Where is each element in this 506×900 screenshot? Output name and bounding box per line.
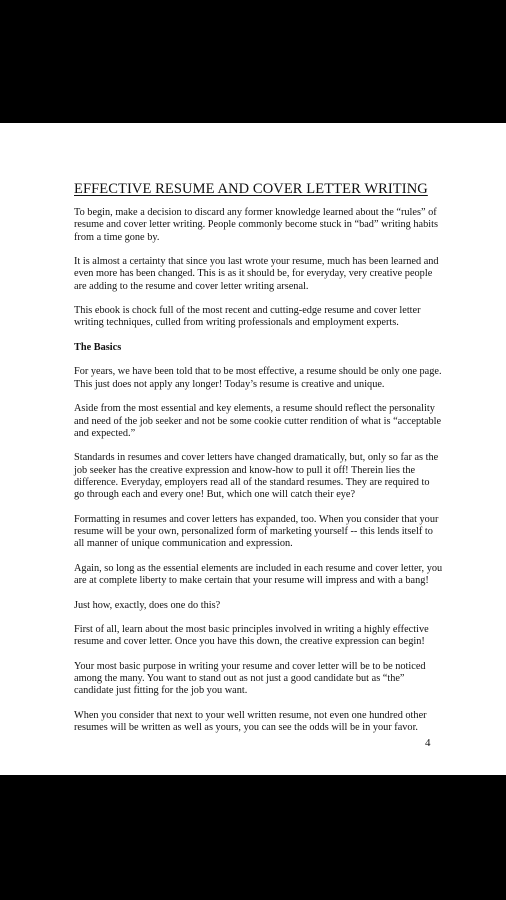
text-line: and need of the job seeker and not be some cookie cutter rendition of what is “acceptable xyxy=(74,415,442,427)
text-line: For years, we have been told that to be most effective, a resume should be only one page. xyxy=(74,366,442,378)
text-line: resume will be your own, personalized form of marketing yourself -- this lends itself to xyxy=(74,525,433,537)
text-line: are adding to the resume and cover letter writing arsenal. xyxy=(74,280,309,292)
text-line: Just how, exactly, does one do this? xyxy=(74,599,221,611)
paragraph xyxy=(74,366,442,391)
text-line: from a time gone by. xyxy=(74,231,160,243)
paragraph xyxy=(74,600,439,612)
section-heading: The Basics xyxy=(74,341,122,353)
document-title: EFFECTIVE RESUME AND COVER LETTER WRITING xyxy=(74,181,428,197)
page-content xyxy=(74,181,443,747)
text-line: difference. Everyday, employers read all of the standard resumes. They are required to xyxy=(74,476,430,488)
text-line: all manner of unique communication and expression. xyxy=(74,538,293,550)
paragraph xyxy=(74,710,439,735)
text-body xyxy=(74,207,443,734)
text-line: To begin, make a decision to discard any former knowledge learned about the “rules” of xyxy=(74,207,437,218)
text-line: job seeker has the creative expression and know-how to pull it off! Therein lies the xyxy=(74,464,416,476)
text-line: First of all, learn about the most basic principles involved in writing a highly effective xyxy=(74,624,429,635)
paragraph xyxy=(74,624,439,649)
text-line: among the many. You want to stand out as not just a good candidate but as “the” xyxy=(74,673,405,685)
text-line: resume and cover letter. Once you have this down, the creative expression can begin! xyxy=(74,636,425,648)
text-line: This ebook is chock full of the most recent and cutting-edge resume and cover letter xyxy=(74,305,421,317)
text-line: Formatting in resumes and cover letters has expanded, too. When you consider that your xyxy=(74,513,439,525)
text-line: candidate just fitting for the job you want. xyxy=(74,685,248,697)
text-line: When you consider that next to your well written resume, not even one hundred other xyxy=(74,709,427,721)
paragraph xyxy=(74,305,439,330)
text-line: go through each and every one! But, which one will catch their eye? xyxy=(74,489,356,501)
text-line: writing techniques, culled from writing professionals and employment experts. xyxy=(74,317,399,329)
text-line: even more has been changed. This is as it should be, for everyday, very creative people xyxy=(74,268,433,280)
paragraph xyxy=(74,207,439,244)
text-line: resume and cover letter writing. People commonly become stuck in “bad” writing habits xyxy=(74,219,439,231)
paragraph xyxy=(74,661,439,698)
paragraph xyxy=(74,562,443,588)
page-number: 4 xyxy=(425,737,431,749)
text-line: Aside from the most essential and key elements, a resume should reflect the personality xyxy=(74,403,435,415)
text-line: Standards in resumes and cover letters have changed dramatically, but, only so far as the xyxy=(74,452,439,464)
text-line: are at complete liberty to make certain that your resume will impress and with a bang! xyxy=(74,575,429,587)
paragraph xyxy=(74,452,439,501)
text-line: Your most basic purpose in writing your resume and cover letter will be to be noticed xyxy=(74,660,426,672)
text-line: resumes will be written as well as yours, you can see the odds will be in your favor. xyxy=(74,722,419,734)
paragraph xyxy=(74,256,439,293)
text-line: This just does not apply any longer! Today’s resume is creative and unique. xyxy=(74,378,385,390)
text-line: and expected.” xyxy=(74,427,136,439)
paragraph xyxy=(74,514,439,551)
text-line: It is almost a certainty that since you last wrote your resume, much has been learned and xyxy=(74,256,439,268)
paragraph xyxy=(74,403,442,440)
text-line: Again, so long as the essential elements are included in each resume and cover letter, you xyxy=(74,562,443,574)
document-page[interactable] xyxy=(0,123,506,775)
